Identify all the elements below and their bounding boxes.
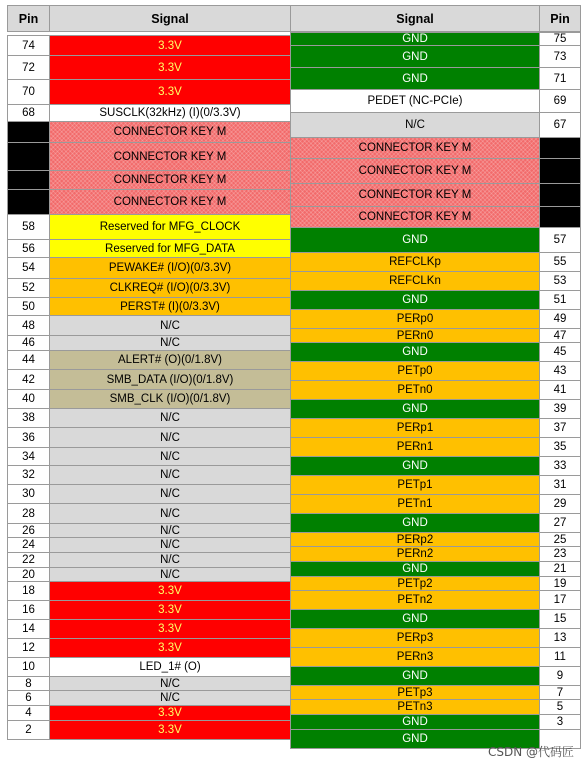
signal-cell: PERn3 xyxy=(290,647,540,667)
signal-cell: N/C xyxy=(49,484,291,504)
table-row xyxy=(7,427,290,447)
pin-cell: 20 xyxy=(7,567,50,582)
signal-cell: REFCLKn xyxy=(290,271,540,291)
table-row xyxy=(7,79,290,104)
pin-cell: 8 xyxy=(7,676,50,691)
signal-cell: GND xyxy=(290,513,540,533)
table-row xyxy=(290,32,580,45)
pin-cell: 54 xyxy=(7,257,50,279)
pin-cell: 51 xyxy=(539,290,581,310)
table-row xyxy=(290,628,580,647)
table-row xyxy=(290,475,580,494)
table-row xyxy=(290,576,580,590)
signal-cell: N/C xyxy=(49,335,291,351)
table-row xyxy=(7,104,290,121)
table-row xyxy=(7,465,290,484)
table-row xyxy=(7,170,290,189)
signal-cell: PERST# (I)(0/3.3V) xyxy=(49,297,291,316)
signal-cell: PERn0 xyxy=(290,328,540,343)
signal-cell: LED_1# (O) xyxy=(49,657,291,677)
pin-cell: 75 xyxy=(539,32,581,46)
signal-cell: PERp1 xyxy=(290,418,540,438)
signal-cell: N/C xyxy=(49,427,291,448)
table-row xyxy=(7,315,290,335)
pin-cell: 26 xyxy=(7,523,50,538)
table-row xyxy=(290,546,580,561)
signal-cell: 3.3V xyxy=(49,55,291,80)
pin-cell xyxy=(539,158,581,184)
table-row xyxy=(290,437,580,456)
signal-cell: PEDET (NC-PCIe) xyxy=(290,89,540,113)
signal-cell: PETp0 xyxy=(290,361,540,381)
signal-cell: CONNECTOR KEY M xyxy=(49,121,291,143)
pin-cell: 41 xyxy=(539,380,581,400)
signal-cell: 3.3V xyxy=(49,581,291,601)
signal-cell: PETp2 xyxy=(290,576,540,591)
pin-cell: 57 xyxy=(539,227,581,253)
pin-cell: 11 xyxy=(539,647,581,667)
pin-cell: 25 xyxy=(539,532,581,547)
signal-cell: GND xyxy=(290,609,540,629)
pin-cell: 70 xyxy=(7,79,50,105)
pin-cell: 67 xyxy=(539,112,581,138)
signal-cell: PETn0 xyxy=(290,380,540,400)
table-row xyxy=(7,257,290,278)
table-row xyxy=(7,389,290,408)
pin-cell: 35 xyxy=(539,437,581,457)
table-row xyxy=(7,600,290,619)
signal-cell: N/C xyxy=(49,567,291,582)
signal-cell: PERp3 xyxy=(290,628,540,648)
signal-cell: PETn1 xyxy=(290,494,540,514)
signal-cell: GND xyxy=(290,561,540,577)
signal-cell: CONNECTOR KEY M xyxy=(49,170,291,190)
table-row xyxy=(290,89,580,112)
signal-cell: GND xyxy=(290,45,540,68)
pin-cell: 31 xyxy=(539,475,581,495)
table-row xyxy=(290,685,580,699)
signal-cell: N/C xyxy=(49,503,291,524)
table-row xyxy=(290,647,580,666)
pin-cell: 6 xyxy=(7,690,50,706)
pin-cell: 74 xyxy=(7,35,50,56)
table-row xyxy=(290,561,580,576)
table-row xyxy=(7,142,290,170)
pin-cell: 55 xyxy=(539,252,581,272)
pin-cell: 23 xyxy=(539,546,581,562)
pin-cell: 12 xyxy=(7,638,50,658)
pin-cell: 42 xyxy=(7,369,50,390)
signal-cell: PERp0 xyxy=(290,309,540,329)
watermark: CSDN @代码匠 xyxy=(487,745,574,759)
signal-cell: GND xyxy=(290,666,540,686)
signal-cell: 3.3V xyxy=(49,720,291,740)
signal-cell: CLKREQ# (I/O)(0/3.3V) xyxy=(49,278,291,298)
table-row xyxy=(7,350,290,369)
pin-cell: 3 xyxy=(539,714,581,730)
signal-cell: SMB_DATA (I/O)(0/1.8V) xyxy=(49,369,291,390)
table-row xyxy=(7,484,290,503)
pin-cell: 24 xyxy=(7,537,50,553)
signal-cell: PETn3 xyxy=(290,699,540,715)
pin-cell: 44 xyxy=(7,350,50,370)
pin-cell: 32 xyxy=(7,465,50,485)
pin-cell: 72 xyxy=(7,55,50,80)
signal-cell: GND xyxy=(290,32,540,46)
table-row xyxy=(290,328,580,342)
pin-cell: 48 xyxy=(7,315,50,336)
signal-cell: PETp1 xyxy=(290,475,540,495)
pin-cell: 30 xyxy=(7,484,50,504)
signal-cell: PEWAKE# (I/O)(0/3.3V) xyxy=(49,257,291,279)
pin-cell: 34 xyxy=(7,447,50,466)
table-row xyxy=(7,297,290,315)
table-row xyxy=(290,227,580,252)
table-row xyxy=(290,183,580,206)
table-row xyxy=(290,532,580,546)
signal-cell: SUSCLK(32kHz) (I)(0/3.3V) xyxy=(49,104,291,122)
signal-cell: N/C xyxy=(49,552,291,568)
signal-cell: GND xyxy=(290,714,540,730)
pin-cell: 17 xyxy=(539,590,581,610)
table-row xyxy=(290,206,580,227)
signal-cell: Reserved for MFG_CLOCK xyxy=(49,214,291,240)
table-row xyxy=(7,214,290,239)
pin-cell: 47 xyxy=(539,328,581,343)
signal-cell: CONNECTOR KEY M xyxy=(49,189,291,215)
pin-cell: 5 xyxy=(539,699,581,715)
table-row xyxy=(7,408,290,427)
table-row xyxy=(7,189,290,214)
table-row xyxy=(7,676,290,690)
pin-cell: 33 xyxy=(539,456,581,476)
table-row xyxy=(290,513,580,532)
table-row xyxy=(290,666,580,685)
pin-cell: 4 xyxy=(7,705,50,721)
pin-cell: 73 xyxy=(539,45,581,68)
signal-cell: Reserved for MFG_DATA xyxy=(49,239,291,258)
table-row xyxy=(290,67,580,89)
signal-cell: N/C xyxy=(49,408,291,428)
pin-header: Pin xyxy=(539,5,581,32)
table-row xyxy=(290,271,580,290)
signal-cell: GND xyxy=(290,290,540,310)
table-row xyxy=(7,581,290,600)
table-row xyxy=(7,35,290,55)
signal-cell: PERn2 xyxy=(290,546,540,562)
pin-cell: 36 xyxy=(7,427,50,448)
pin-cell xyxy=(539,137,581,159)
signal-cell: GND xyxy=(290,67,540,90)
signal-cell: GND xyxy=(290,729,540,749)
table-row xyxy=(7,335,290,350)
table-row xyxy=(290,699,580,714)
pin-cell: 2 xyxy=(7,720,50,740)
pin-cell: 37 xyxy=(539,418,581,438)
table-row xyxy=(7,690,290,705)
signal-cell: ALERT# (O)(0/1.8V) xyxy=(49,350,291,370)
signal-cell: GND xyxy=(290,227,540,253)
pin-cell: 27 xyxy=(539,513,581,533)
table-row xyxy=(290,137,580,158)
signal-cell: 3.3V xyxy=(49,619,291,639)
pin-cell: 22 xyxy=(7,552,50,568)
signal-cell: N/C xyxy=(49,690,291,706)
pin-cell: 15 xyxy=(539,609,581,629)
table-row xyxy=(7,523,290,537)
pin-cell: 38 xyxy=(7,408,50,428)
table-row xyxy=(7,278,290,297)
table-row xyxy=(7,239,290,257)
signal-cell: N/C xyxy=(290,112,540,138)
table-row xyxy=(290,399,580,418)
signal-header: Signal xyxy=(49,5,291,32)
table-row xyxy=(290,158,580,183)
signal-cell: GND xyxy=(290,399,540,419)
pin-cell xyxy=(539,206,581,228)
pin-header: Pin xyxy=(7,5,50,32)
signal-cell: N/C xyxy=(49,315,291,336)
table-row xyxy=(7,55,290,79)
table-row xyxy=(290,45,580,67)
table-row xyxy=(7,369,290,389)
table-row xyxy=(7,720,290,739)
pin-cell: 68 xyxy=(7,104,50,122)
signal-cell: N/C xyxy=(49,465,291,485)
signal-cell: GND xyxy=(290,342,540,362)
table-row xyxy=(290,290,580,309)
pin-cell: 39 xyxy=(539,399,581,419)
pin-cell: 40 xyxy=(7,389,50,409)
signal-cell: 3.3V xyxy=(49,79,291,105)
signal-cell: 3.3V xyxy=(49,705,291,721)
table-row xyxy=(7,567,290,581)
table-row xyxy=(290,252,580,271)
pin-cell: 19 xyxy=(539,576,581,591)
table-row xyxy=(290,418,580,437)
table-row xyxy=(290,609,580,628)
table-row xyxy=(7,552,290,567)
table-row xyxy=(7,447,290,465)
pin-cell: 14 xyxy=(7,619,50,639)
signal-cell: 3.3V xyxy=(49,600,291,620)
signal-cell: CONNECTOR KEY M xyxy=(49,142,291,171)
signal-cell: GND xyxy=(290,456,540,476)
table-row xyxy=(290,309,580,328)
pin-cell: 21 xyxy=(539,561,581,577)
pin-cell: 56 xyxy=(7,239,50,258)
table-row xyxy=(290,590,580,609)
pin-cell xyxy=(7,189,50,215)
signal-cell: SMB_CLK (I/O)(0/1.8V) xyxy=(49,389,291,409)
pin-cell: 18 xyxy=(7,581,50,601)
signal-cell: PETn2 xyxy=(290,590,540,610)
signal-cell: 3.3V xyxy=(49,638,291,658)
table-row xyxy=(290,342,580,361)
header-row xyxy=(290,5,580,31)
pin-cell: 71 xyxy=(539,67,581,90)
pin-cell: 10 xyxy=(7,657,50,677)
table-row xyxy=(290,494,580,513)
pin-cell: 43 xyxy=(539,361,581,381)
table-row xyxy=(7,705,290,720)
signal-cell: CONNECTOR KEY M xyxy=(290,158,540,184)
signal-cell: PERp2 xyxy=(290,532,540,547)
pin-cell: 7 xyxy=(539,685,581,700)
pin-cell: 9 xyxy=(539,666,581,686)
signal-header: Signal xyxy=(290,5,540,32)
signal-cell: CONNECTOR KEY M xyxy=(290,183,540,207)
pin-cell: 13 xyxy=(539,628,581,648)
signal-cell: N/C xyxy=(49,676,291,691)
pin-cell: 58 xyxy=(7,214,50,240)
pin-cell: 46 xyxy=(7,335,50,351)
pin-cell xyxy=(7,121,50,143)
pin-cell xyxy=(7,142,50,171)
pin-cell: 16 xyxy=(7,600,50,620)
pin-cell xyxy=(7,170,50,190)
pin-cell: 28 xyxy=(7,503,50,524)
signal-cell: N/C xyxy=(49,447,291,466)
table-row xyxy=(290,361,580,380)
signal-cell: CONNECTOR KEY M xyxy=(290,137,540,159)
signal-cell: PERn1 xyxy=(290,437,540,457)
signal-cell: 3.3V xyxy=(49,35,291,56)
pin-cell: 52 xyxy=(7,278,50,298)
signal-cell: N/C xyxy=(49,537,291,553)
pin-cell: 29 xyxy=(539,494,581,514)
signal-cell: CONNECTOR KEY M xyxy=(290,206,540,228)
signal-cell: N/C xyxy=(49,523,291,538)
header-row xyxy=(7,5,290,31)
table-row xyxy=(290,112,580,137)
table-row xyxy=(290,456,580,475)
pin-cell: 49 xyxy=(539,309,581,329)
pin-cell: 69 xyxy=(539,89,581,113)
pin-cell xyxy=(539,183,581,207)
table-row xyxy=(7,657,290,676)
table-row xyxy=(7,121,290,142)
table-row xyxy=(290,380,580,399)
pin-cell: 45 xyxy=(539,342,581,362)
table-row xyxy=(7,503,290,523)
pin-cell: 50 xyxy=(7,297,50,316)
table-row xyxy=(7,638,290,657)
table-row xyxy=(290,714,580,729)
signal-cell: REFCLKp xyxy=(290,252,540,272)
table-row xyxy=(7,537,290,552)
pin-cell: 53 xyxy=(539,271,581,291)
signal-cell: PETp3 xyxy=(290,685,540,700)
table-row xyxy=(7,619,290,638)
